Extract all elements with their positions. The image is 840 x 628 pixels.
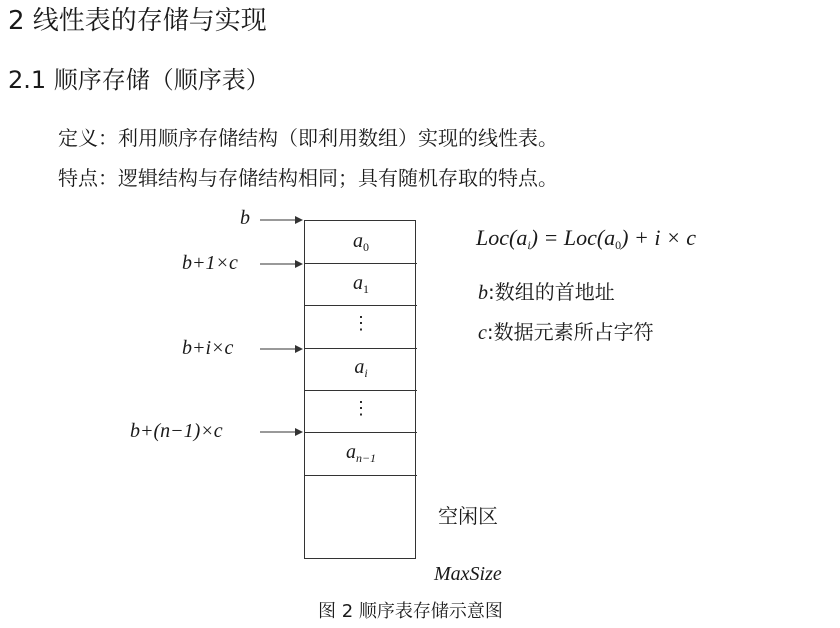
address-label-b: b	[240, 207, 250, 229]
free-area-label: 空闲区	[438, 504, 498, 528]
maxsize-label: MaxSize	[434, 563, 502, 585]
cell-ai: $a_i$	[354, 356, 368, 380]
address-formula: $Loc(a_i) = Loc(a_0) + i \times c$	[476, 225, 697, 252]
address-label-b-plus-1c: b+1×c	[182, 252, 238, 274]
memory-block	[304, 220, 416, 559]
note-b: b:数组的首地址	[478, 280, 615, 304]
cell-a0: $a_0$	[353, 230, 369, 254]
note-c: c:数据元素所占字符	[478, 320, 654, 344]
cell-ellipsis-1: ⋮	[352, 313, 370, 333]
feature-text: 特点：逻辑结构与存储结构相同；具有随机存取的特点。	[58, 166, 558, 190]
cell-a1: $a_1$	[353, 272, 369, 296]
cell-an-minus-1: $a_{n-1}$	[345, 441, 377, 465]
cell-ellipsis-2: ⋮	[352, 398, 370, 418]
address-arrows	[258, 200, 308, 450]
section-title: 2 线性表的存储与实现	[8, 6, 267, 36]
address-label-b-plus-ic: b+i×c	[182, 337, 234, 359]
subsection-title: 2.1 顺序存储（顺序表）	[8, 66, 270, 94]
figure-caption: 图 2 顺序表存储示意图	[318, 601, 503, 622]
address-label-b-plus-n-minus-1-c: b+(n−1)×c	[130, 420, 223, 442]
definition-text: 定义：利用顺序存储结构（即利用数组）实现的线性表。	[58, 126, 558, 150]
